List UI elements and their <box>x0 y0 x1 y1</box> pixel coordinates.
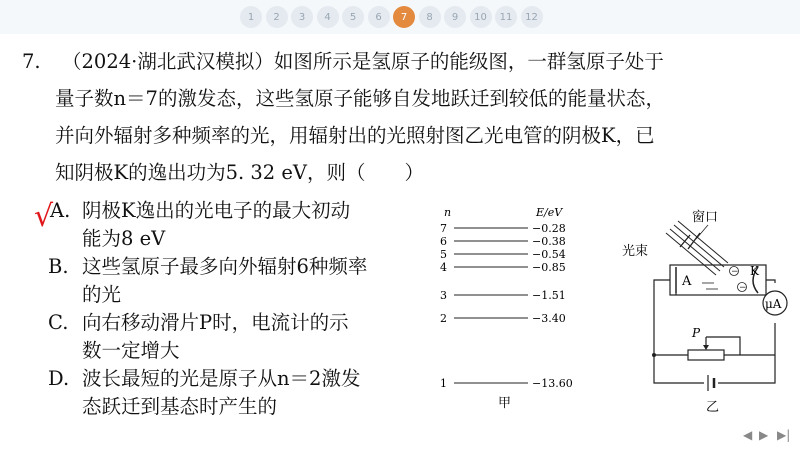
page-dot-7[interactable]: 7 <box>393 6 415 28</box>
level-energy-2: −3.40 <box>532 312 566 325</box>
option-text-line: 这些氢原子最多向外辐射6种频率 <box>82 255 368 278</box>
level-energy-7: −0.28 <box>532 222 566 235</box>
photocell-circuit-diagram <box>600 205 800 420</box>
page-dot-10[interactable]: 10 <box>470 6 492 28</box>
slide-pager <box>0 0 800 34</box>
level-n-1: 1 <box>440 377 447 390</box>
diagram-caption-yi: 乙 <box>706 400 720 415</box>
electrons <box>702 267 747 294</box>
next-slide-button[interactable]: ▶ <box>759 428 769 442</box>
page-dot-8[interactable]: 8 <box>419 6 441 28</box>
page-dot-12[interactable]: 12 <box>521 6 543 28</box>
question-line-3: 并向外辐射多种频率的光，用辐射出的光照射图乙光电管的阴极K，已 <box>55 124 655 147</box>
cathode-label: K <box>750 264 759 278</box>
window-pointer <box>696 225 708 239</box>
page-dot-11[interactable]: 11 <box>495 6 517 28</box>
cathode <box>750 264 760 293</box>
window-slit <box>680 233 700 249</box>
page-dots <box>240 6 546 28</box>
page-dot-2[interactable]: 2 <box>266 6 288 28</box>
last-slide-button[interactable]: ▶| <box>777 428 791 442</box>
diagram-caption-jia: 甲 <box>498 396 512 411</box>
page-dot-3[interactable]: 3 <box>291 6 313 28</box>
level-n-3: 3 <box>440 289 447 302</box>
option-text-line: 向右移动滑片P时，电流计的示 <box>82 311 349 334</box>
option-letter: A. <box>50 199 71 222</box>
microammeter-label: μA <box>765 297 782 311</box>
level-n-5: 5 <box>440 248 447 261</box>
level-n-2: 2 <box>440 312 447 325</box>
level-n-4: 4 <box>440 261 447 274</box>
page-dot-5[interactable]: 5 <box>342 6 364 28</box>
correct-check-icon: √ <box>34 199 54 234</box>
question-line-1: （2024·湖北武汉模拟）如图所示是氢原子的能级图，一群氢原子处于 <box>62 50 664 73</box>
level-energy-1: −13.60 <box>532 377 573 390</box>
page-dot-4[interactable]: 4 <box>317 6 339 28</box>
energy-level-diagram <box>430 200 590 415</box>
page-dot-1[interactable]: 1 <box>240 6 262 28</box>
n-axis-header: n <box>444 206 452 219</box>
beam-label: 光束 <box>622 244 649 259</box>
question-number: 7. <box>22 50 41 73</box>
junction-dot <box>652 353 656 357</box>
svg-text:−: − <box>739 283 747 293</box>
option-letter: D. <box>48 367 70 390</box>
page-dot-6[interactable]: 6 <box>368 6 390 28</box>
level-n-7: 7 <box>440 222 447 235</box>
level-energy-4: −0.85 <box>532 261 566 274</box>
prev-slide-button[interactable]: ◀ <box>743 428 753 442</box>
level-energy-3: −1.51 <box>532 289 566 302</box>
option-text-line: 的光 <box>82 283 122 306</box>
slider-label: P <box>692 326 701 340</box>
page-dot-9[interactable]: 9 <box>444 6 466 28</box>
option-text-line: 态跃迁到基态时产生的 <box>82 395 278 418</box>
option-text-line: 阴极K逸出的光电子的最大初动 <box>82 199 351 222</box>
option-text-line: 数一定增大 <box>82 339 180 362</box>
question-line-2: 量子数n＝7的激发态，这些氢原子能够自发地跃迁到较低的能量状态， <box>55 87 665 110</box>
light-beam <box>666 221 728 275</box>
window-label: 窗口 <box>692 210 719 225</box>
option-letter: B. <box>48 255 69 278</box>
battery <box>708 375 714 391</box>
question-line-4: 知阴极K的逸出功为5. 32 eV，则（ ） <box>55 161 425 184</box>
rheostat <box>688 350 724 360</box>
svg-text:−: − <box>731 267 739 277</box>
level-n-6: 6 <box>440 235 447 248</box>
level-energy-5: −0.54 <box>532 248 566 261</box>
e-axis-header: E/eV <box>536 206 563 219</box>
option-text-line: 波长最短的光是原子从n＝2激发 <box>82 367 361 390</box>
anode-label: A <box>682 274 692 289</box>
level-energy-6: −0.38 <box>532 235 566 248</box>
option-text-line: 能为8 eV <box>82 227 166 250</box>
option-letter: C. <box>48 311 69 334</box>
